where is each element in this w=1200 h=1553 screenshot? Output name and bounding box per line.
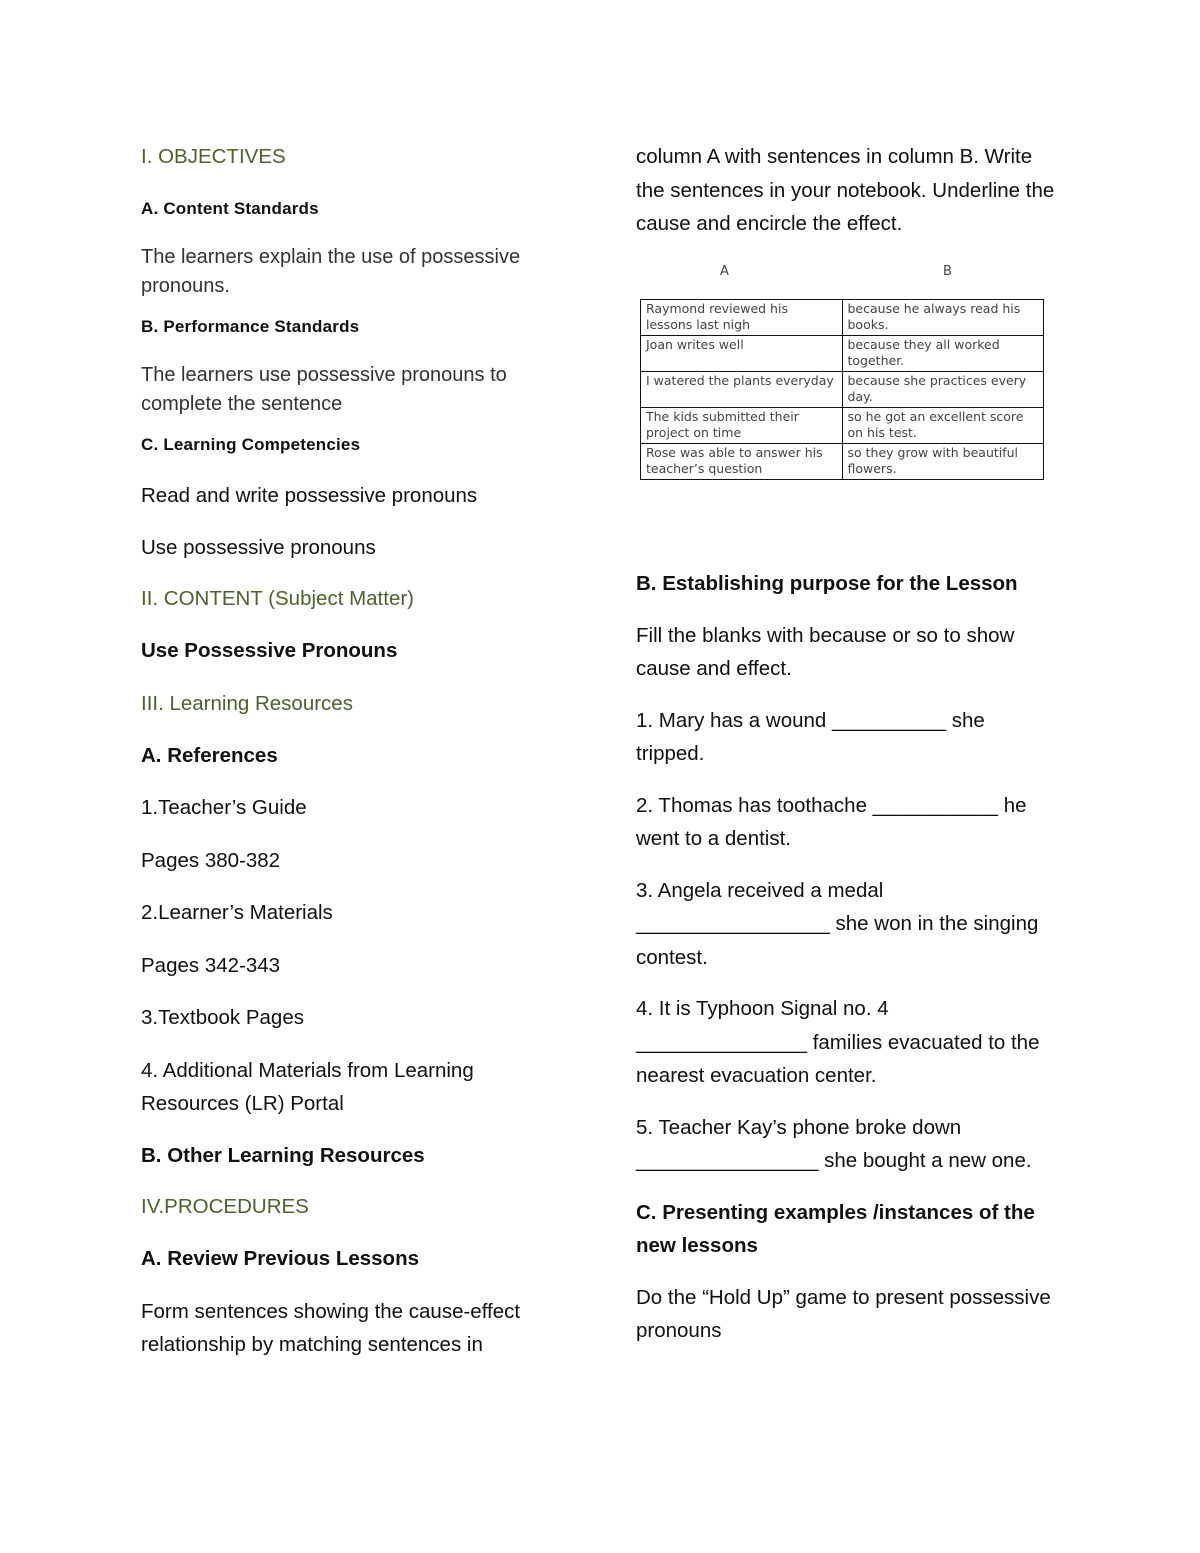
reference-3: 3.Textbook Pages [141, 1006, 304, 1029]
competency-2: Use possessive pronouns [141, 535, 376, 559]
table-row [641, 300, 1044, 336]
performance-standards-title: B. Performance Standards [141, 317, 360, 336]
matching-table [640, 299, 1044, 480]
content-text: Use Possessive Pronouns [141, 639, 398, 662]
procedures-heading: IV.PROCEDURES [141, 1195, 309, 1218]
instructions-continuation: column A with sentences in column B. Write the sentences in your notebook. Underline the cause and encircle the effect. [636, 145, 1055, 235]
content-standards-title: A. Content Standards [141, 199, 319, 218]
effect-cell: so he got an excellent score on his test. [842, 408, 1044, 444]
cause-cell: The kids submitted their project on time [641, 408, 843, 444]
presenting-text: Do the “Hold Up” game to present possessive pronouns [636, 1285, 1051, 1342]
cause-cell: Raymond reviewed his lessons last nigh [641, 300, 843, 336]
reference-2-pages: Pages 342-343 [141, 953, 281, 977]
table-row [641, 408, 1044, 444]
objectives-heading: I. OBJECTIVES [141, 145, 286, 168]
effect-cell: so they grow with beautiful flowers. [842, 444, 1044, 480]
purpose-text: Fill the blanks with because or so to show cause and effect. [636, 623, 1015, 680]
reference-1: 1.Teacher’s Guide [141, 796, 307, 819]
column-a-label: A [720, 264, 729, 279]
cause-cell: Rose was able to answer his teacher’s question [641, 444, 843, 480]
reference-1-pages: Pages 380-382 [141, 848, 281, 872]
cause-cell: Joan writes well [641, 336, 843, 372]
blank-item-1: 1. Mary has a wound __________ she tripped. [636, 708, 985, 765]
competency-1: Read and write possessive pronouns [141, 484, 478, 507]
column-b-label: B [943, 264, 952, 279]
other-resources-title: B. Other Learning Resources [141, 1143, 425, 1167]
presenting-title: C. Presenting examples /instances of the new lessons [636, 1200, 1035, 1257]
content-heading: II. CONTENT (Subject Matter) [141, 587, 415, 610]
blank-item-5: 5. Teacher Kay’s phone broke down ________________ she bought a new one. [636, 1115, 1032, 1172]
review-text: Form sentences showing the cause-effect relationship by matching sentences in [141, 1299, 521, 1356]
reference-2: 2.Learner’s Materials [141, 901, 333, 924]
left-column [141, 140, 571, 1362]
blank-item-4: 4. It is Typhoon Signal no. 4 _______________ families evacuated to the nearest evacuation center. [636, 997, 1040, 1087]
right-column-lower [636, 567, 1056, 1348]
blank-item-3: 3. Angela received a medal _________________ she won in the singing contest. [636, 878, 1039, 969]
table-row [641, 372, 1044, 408]
review-title: A. Review Previous Lessons [141, 1247, 420, 1270]
right-column [636, 140, 1066, 241]
performance-standards-text: The learners use possessive pronouns to complete the sentence [141, 364, 507, 415]
learning-competencies-title: C. Learning Competencies [141, 435, 361, 454]
table-row [641, 336, 1044, 372]
blank-item-2: 2. Thomas has toothache ___________ he went to a dentist. [636, 793, 1027, 850]
reference-4: 4. Additional Materials from Learning Resources (LR) Portal [141, 1058, 474, 1115]
resources-heading: III. Learning Resources [141, 691, 353, 715]
effect-cell: because they all worked together. [842, 336, 1044, 372]
effect-cell: because he always read his books. [842, 300, 1044, 336]
effect-cell: because she practices every day. [842, 372, 1044, 408]
cause-cell: I watered the plants everyday [641, 372, 843, 408]
references-title: A. References [141, 743, 278, 767]
table-row [641, 444, 1044, 480]
content-standards-text: The learners explain the use of possessive pronouns. [141, 246, 521, 297]
purpose-title: B. Establishing purpose for the Lesson [636, 572, 1018, 595]
